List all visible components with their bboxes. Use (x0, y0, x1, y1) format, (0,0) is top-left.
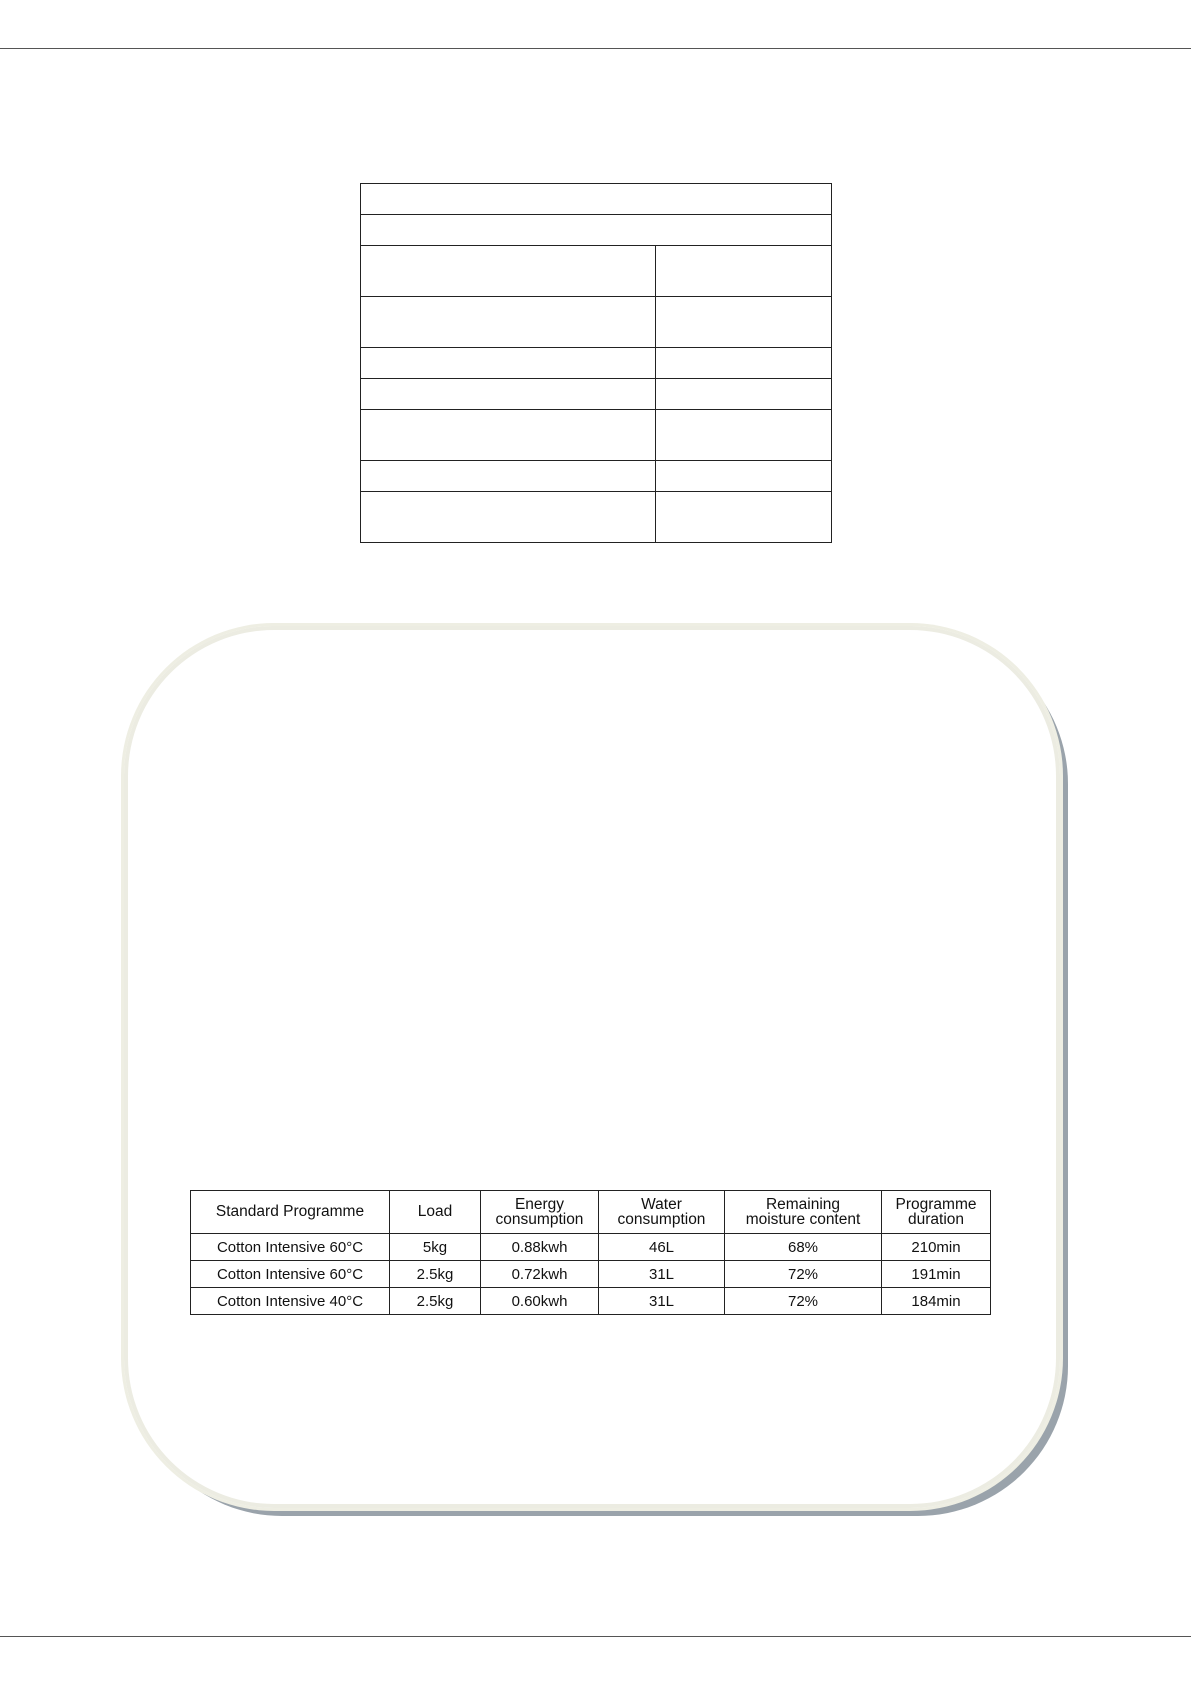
cell-programme: Cotton Intensive 40°C (191, 1288, 390, 1315)
grid-cell (361, 297, 656, 348)
rounded-panel (124, 626, 1060, 1508)
standard-programme-table (190, 1190, 991, 1315)
cell-programme: Cotton Intensive 60°C (191, 1234, 390, 1261)
header-programme-duration: Programme duration (882, 1191, 991, 1234)
cell-duration: 191min (882, 1261, 991, 1288)
cell-programme: Cotton Intensive 60°C (191, 1261, 390, 1288)
cell-energy: 0.60kwh (481, 1288, 599, 1315)
cell-moisture: 68% (725, 1234, 882, 1261)
grid-cell (361, 379, 656, 410)
table-header-row (191, 1191, 991, 1234)
grid-cell (656, 492, 832, 543)
grid-cell (361, 246, 656, 297)
grid-cell (656, 246, 832, 297)
cell-energy: 0.72kwh (481, 1261, 599, 1288)
header-water-consumption: Water consumption (599, 1191, 725, 1234)
cell-water: 31L (599, 1261, 725, 1288)
top-rule (0, 48, 1191, 49)
table-row (191, 1261, 991, 1288)
table-row (191, 1288, 991, 1315)
grid-cell (361, 410, 656, 461)
cell-energy: 0.88kwh (481, 1234, 599, 1261)
cell-water: 31L (599, 1288, 725, 1315)
grid-cell (656, 297, 832, 348)
header-standard-programme: Standard Programme (191, 1191, 390, 1234)
bottom-rule (0, 1636, 1191, 1637)
grid-cell (361, 461, 656, 492)
table-row (191, 1234, 991, 1261)
grid-cell (361, 348, 656, 379)
cell-water: 46L (599, 1234, 725, 1261)
grid-cell (656, 348, 832, 379)
blank-spec-grid (360, 183, 832, 543)
header-energy-consumption: Energy consumption (481, 1191, 599, 1234)
header-load: Load (390, 1191, 481, 1234)
cell-duration: 210min (882, 1234, 991, 1261)
grid-cell (361, 492, 656, 543)
cell-load: 5kg (390, 1234, 481, 1261)
grid-cell (361, 215, 832, 246)
cell-moisture: 72% (725, 1261, 882, 1288)
grid-cell (361, 184, 832, 215)
grid-cell (656, 410, 832, 461)
grid-cell (656, 461, 832, 492)
grid-cell (656, 379, 832, 410)
header-remaining-moisture: Remaining moisture content (725, 1191, 882, 1234)
cell-duration: 184min (882, 1288, 991, 1315)
cell-load: 2.5kg (390, 1288, 481, 1315)
cell-load: 2.5kg (390, 1261, 481, 1288)
cell-moisture: 72% (725, 1288, 882, 1315)
